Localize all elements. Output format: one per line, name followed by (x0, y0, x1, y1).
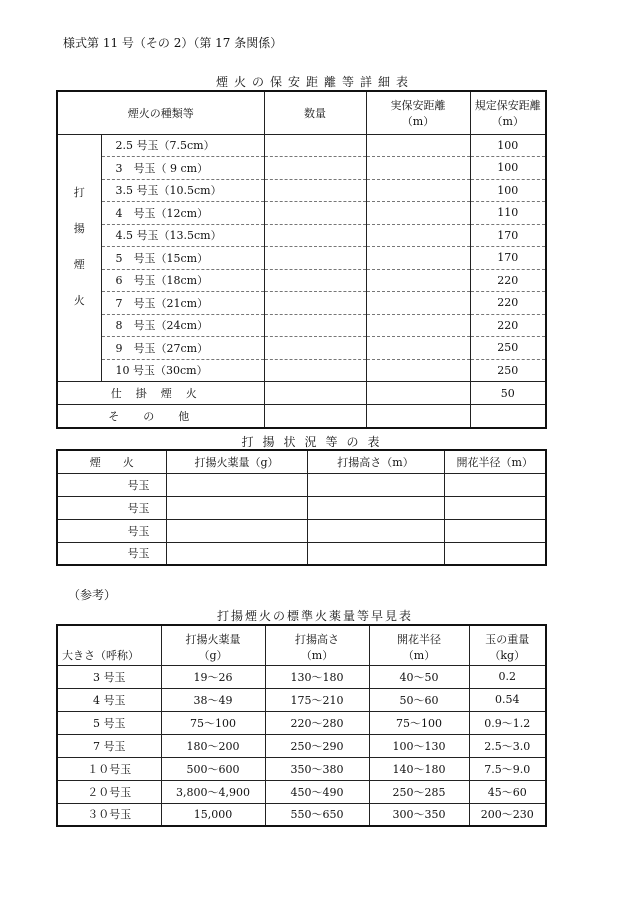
rule-distance: 110 (470, 202, 546, 225)
ref-powder: 19～26 (161, 665, 265, 688)
quantity-cell (264, 247, 366, 270)
ref-height: 175～210 (265, 688, 369, 711)
ref-weight: 45～60 (469, 780, 546, 803)
shell-size: 3.5 号玉（10.5cm） (101, 179, 264, 202)
rule-distance: 220 (470, 314, 546, 337)
ref-powder: 75～100 (161, 711, 265, 734)
launch-table-title: 打揚状況等の表 (241, 435, 389, 449)
ref-size: 5 号玉 (57, 711, 161, 734)
shell-size: 4 号玉（12cm） (101, 202, 264, 225)
header-fireworks: 煙 火 (57, 450, 166, 473)
actual-distance-cell (366, 247, 470, 270)
header-powder: 打揚火薬量（g） (166, 450, 307, 473)
shell-size: 6 号玉（18cm） (101, 269, 264, 292)
quantity-cell (264, 314, 366, 337)
ref-radius: 250～285 (369, 780, 469, 803)
quantity-cell (264, 157, 366, 180)
quantity-cell (264, 337, 366, 360)
actual-distance-cell (366, 202, 470, 225)
ref-size: 3 号玉 (57, 665, 161, 688)
header-ref-height: 打揚高さ （m） (265, 625, 369, 665)
header-quantity: 数量 (264, 91, 366, 134)
rule-distance: 250 (470, 337, 546, 360)
actual-distance-cell (366, 382, 470, 405)
ref-height: 130～180 (265, 665, 369, 688)
ref-radius: 140～180 (369, 757, 469, 780)
ref-weight: 200～230 (469, 803, 546, 826)
height-cell (307, 473, 444, 496)
height-cell (307, 542, 444, 565)
actual-distance-cell (366, 269, 470, 292)
ref-size: ３０号玉 (57, 803, 161, 826)
ref-powder: 180～200 (161, 734, 265, 757)
ref-powder: 3,800～4,900 (161, 780, 265, 803)
ref-powder: 38～49 (161, 688, 265, 711)
radius-cell (444, 496, 546, 519)
shikake-label: 仕掛煙火 (57, 382, 264, 405)
shell-size: 5 号玉（15cm） (101, 247, 264, 270)
quantity-cell (264, 179, 366, 202)
header-radius: 開花半径（m） (444, 450, 546, 473)
ref-height: 350～380 (265, 757, 369, 780)
quantity-cell (264, 359, 366, 382)
safety-distance-table (56, 90, 547, 429)
rule-distance: 250 (470, 359, 546, 382)
actual-distance-cell (366, 179, 470, 202)
powder-cell (166, 496, 307, 519)
reference-note: （参考） (68, 588, 117, 602)
quantity-cell (264, 405, 366, 428)
radius-cell (444, 542, 546, 565)
actual-distance-cell (366, 157, 470, 180)
ref-size: 7 号玉 (57, 734, 161, 757)
actual-distance-cell (366, 405, 470, 428)
actual-distance-cell (366, 292, 470, 315)
quantity-cell (264, 134, 366, 157)
ref-height: 450～490 (265, 780, 369, 803)
ref-radius: 40～50 (369, 665, 469, 688)
rule-distance: 170 (470, 247, 546, 270)
ref-height: 550～650 (265, 803, 369, 826)
ref-powder: 15,000 (161, 803, 265, 826)
ref-height: 250～290 (265, 734, 369, 757)
rule-distance-cell (470, 405, 546, 428)
actual-distance-cell (366, 337, 470, 360)
header-ref-weight: 玉の重量 （kg） (469, 625, 546, 665)
shell-unit: 号玉 (57, 542, 166, 565)
header-ref-radius: 開花半径 （m） (369, 625, 469, 665)
shell-size: 3 号玉（ 9 cm） (101, 157, 264, 180)
ref-size: 4 号玉 (57, 688, 161, 711)
rule-distance: 100 (470, 157, 546, 180)
rule-distance: 220 (470, 269, 546, 292)
quantity-cell (264, 224, 366, 247)
rule-distance: 100 (470, 134, 546, 157)
ref-size: １０号玉 (57, 757, 161, 780)
ref-weight: 0.9～1.2 (469, 711, 546, 734)
shell-size: 8 号玉（24cm） (101, 314, 264, 337)
header-type: 煙火の種類等 (57, 91, 264, 134)
ref-weight: 2.5～3.0 (469, 734, 546, 757)
launch-status-table (56, 449, 547, 566)
quantity-cell (264, 269, 366, 292)
detail-table-title: 煙火の保安距離等詳細表 (215, 75, 414, 89)
actual-distance-cell (366, 224, 470, 247)
quantity-cell (264, 292, 366, 315)
header-rule-distance: 規定保安距離 （m） (470, 91, 546, 134)
ref-weight: 0.2 (469, 665, 546, 688)
radius-cell (444, 473, 546, 496)
ref-radius: 50～60 (369, 688, 469, 711)
ref-powder: 500～600 (161, 757, 265, 780)
rule-distance: 50 (470, 382, 546, 405)
radius-cell (444, 519, 546, 542)
other-label: その他 (57, 405, 264, 428)
powder-cell (166, 519, 307, 542)
shell-unit: 号玉 (57, 519, 166, 542)
ref-weight: 7.5～9.0 (469, 757, 546, 780)
header-size: 大きさ（呼称） (57, 625, 161, 665)
actual-distance-cell (366, 314, 470, 337)
header-ref-powder: 打揚火薬量 （g） (161, 625, 265, 665)
actual-distance-cell (366, 359, 470, 382)
standard-powder-table (56, 624, 547, 827)
ref-size: ２０号玉 (57, 780, 161, 803)
powder-cell (166, 542, 307, 565)
rule-distance: 220 (470, 292, 546, 315)
height-cell (307, 519, 444, 542)
rule-distance: 100 (470, 179, 546, 202)
group-label-uchiage: 打 揚 煙 火 (57, 134, 101, 382)
shell-unit: 号玉 (57, 473, 166, 496)
ref-radius: 75～100 (369, 711, 469, 734)
ref-radius: 100～130 (369, 734, 469, 757)
shell-size: 9 号玉（27cm） (101, 337, 264, 360)
shell-unit: 号玉 (57, 496, 166, 519)
shell-size: 10 号玉（30cm） (101, 359, 264, 382)
powder-cell (166, 473, 307, 496)
form-number: 様式第 11 号（その 2）（第 17 条関係） (63, 36, 283, 50)
ref-radius: 300～350 (369, 803, 469, 826)
shell-size: 4.5 号玉（13.5cm） (101, 224, 264, 247)
header-actual-distance: 実保安距離 （m） (366, 91, 470, 134)
quantity-cell (264, 382, 366, 405)
height-cell (307, 496, 444, 519)
actual-distance-cell (366, 134, 470, 157)
rule-distance: 170 (470, 224, 546, 247)
header-height: 打揚高さ（m） (307, 450, 444, 473)
quantity-cell (264, 202, 366, 225)
ref-height: 220～280 (265, 711, 369, 734)
shell-size: 7 号玉（21cm） (101, 292, 264, 315)
shell-size: 2.5 号玉（7.5cm） (101, 134, 264, 157)
ref-weight: 0.54 (469, 688, 546, 711)
reference-table-title: 打揚煙火の標準火薬量等早見表 (216, 609, 413, 623)
